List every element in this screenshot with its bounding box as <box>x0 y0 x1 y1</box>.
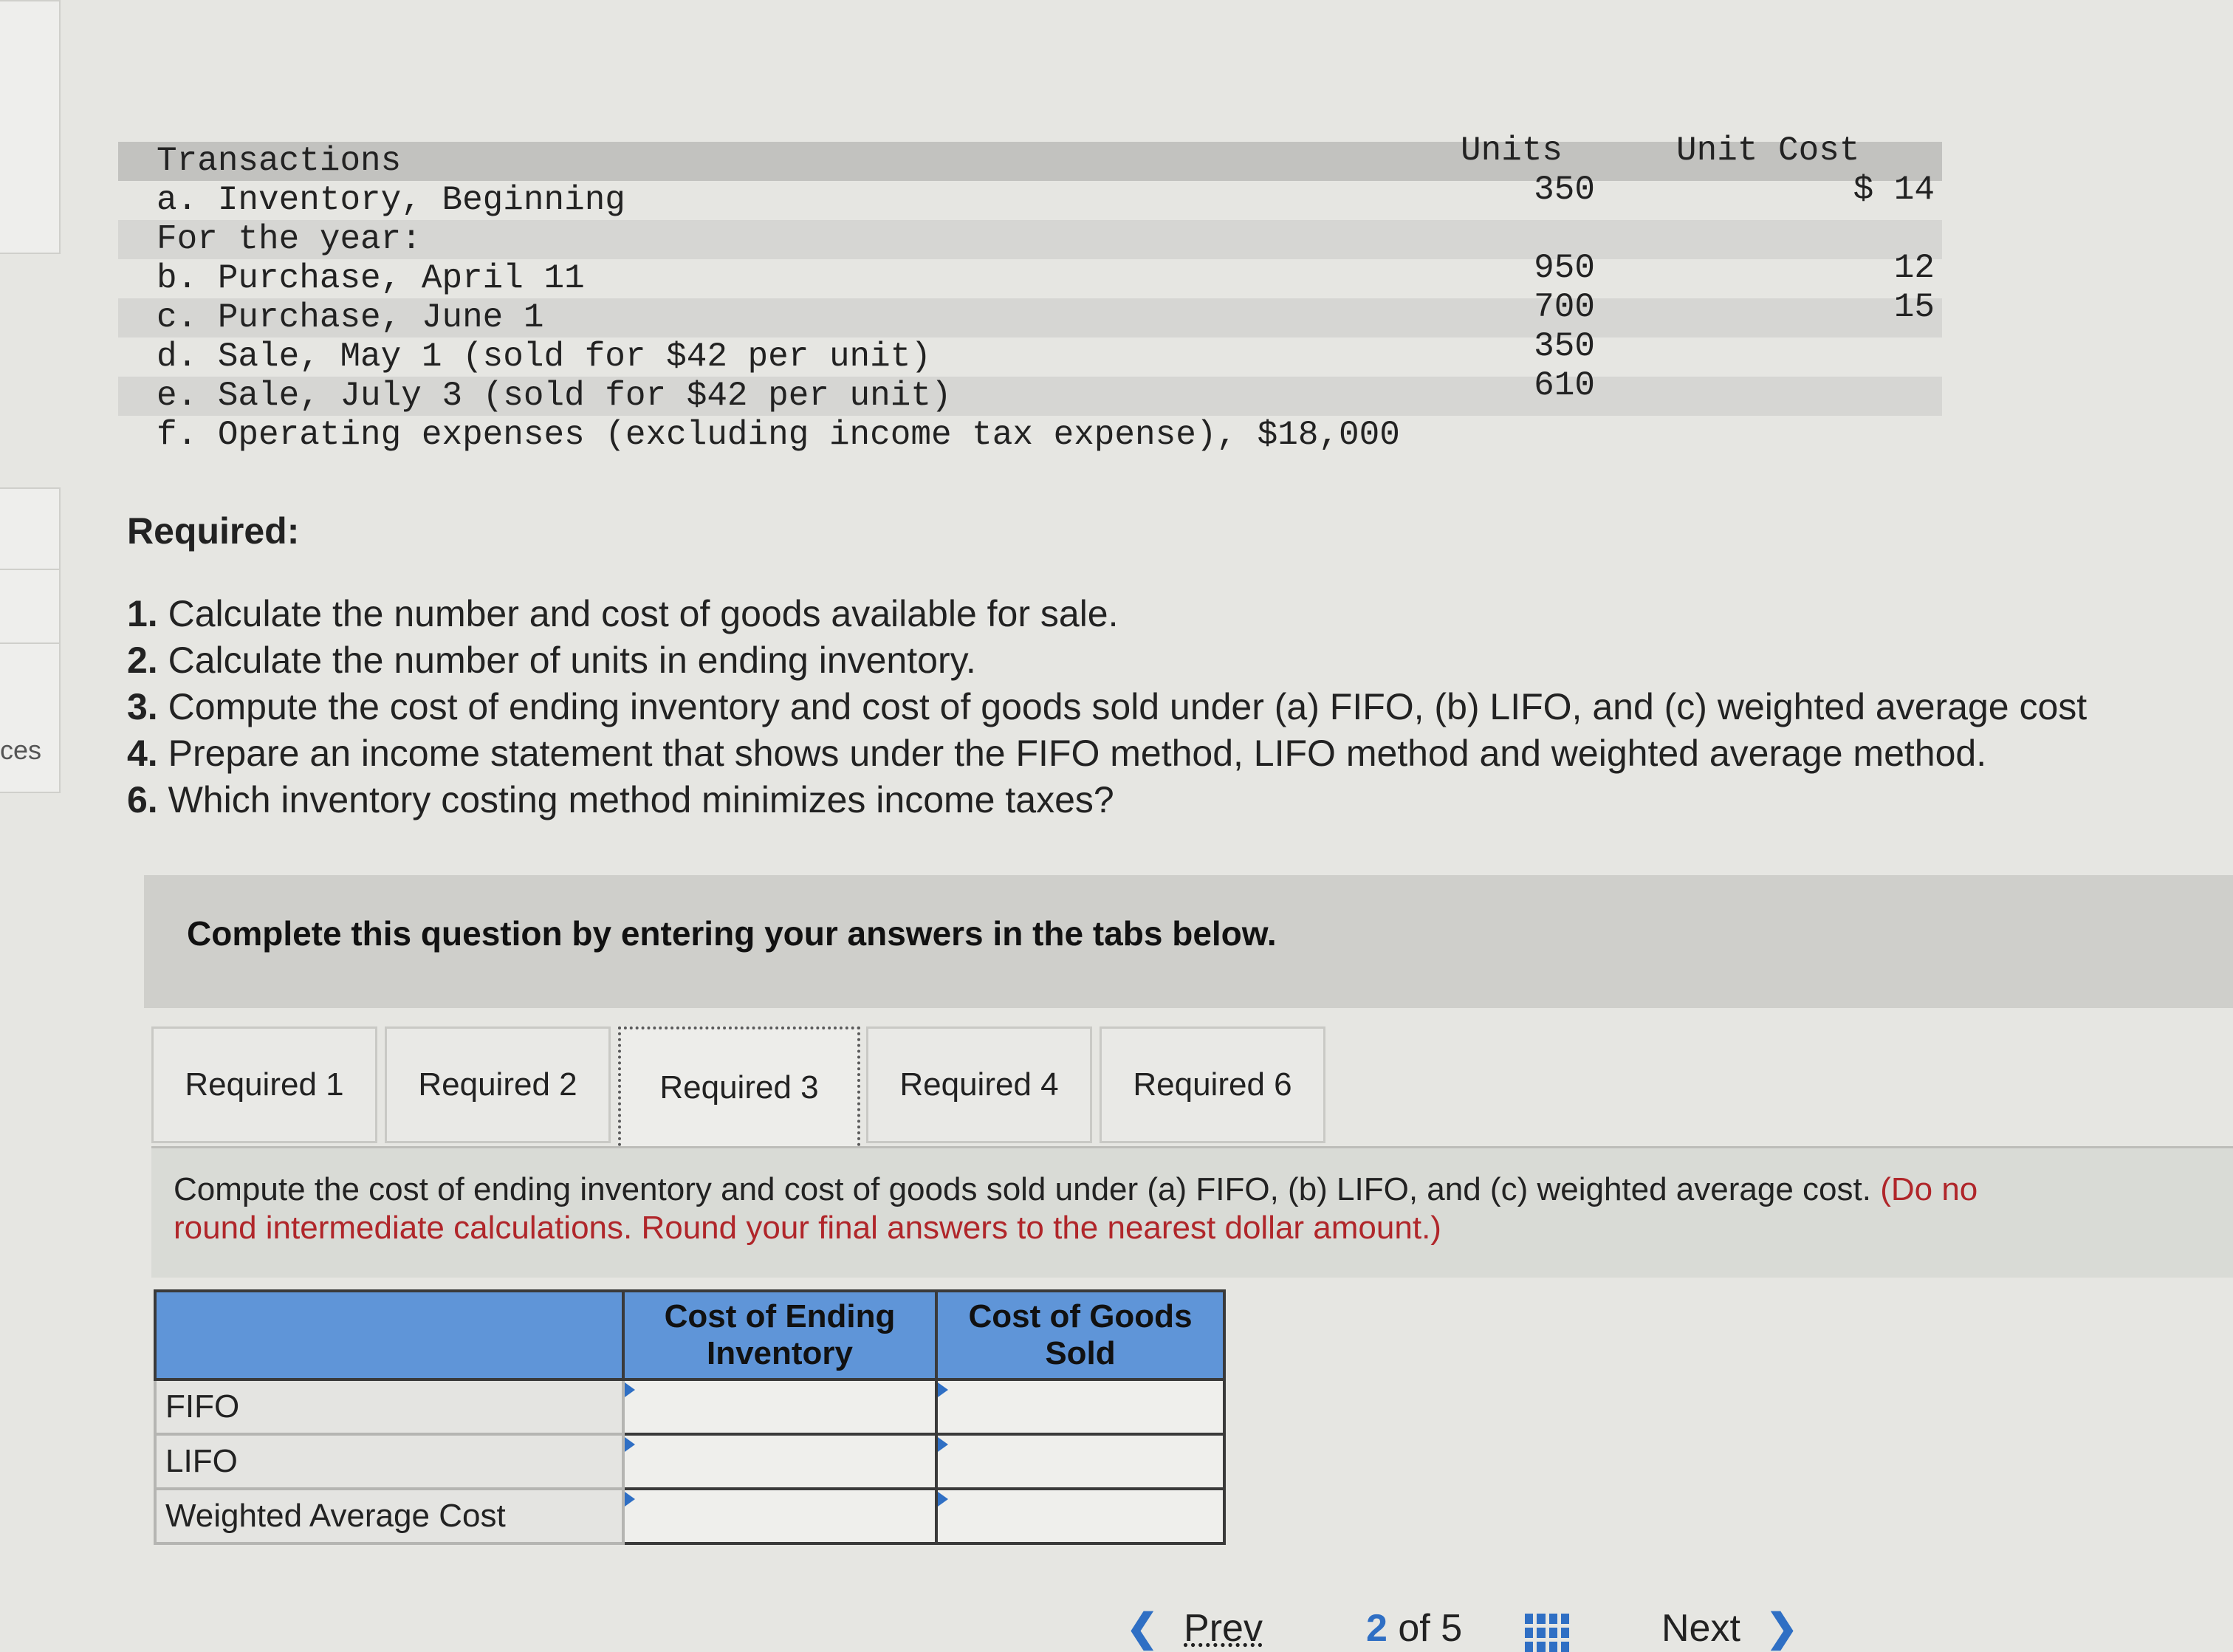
fifo-cogs-input[interactable] <box>936 1379 1224 1434</box>
prev-button[interactable] <box>1126 1606 1263 1651</box>
units-header: Units <box>1461 131 1563 170</box>
required-title: Required: <box>127 510 300 552</box>
lifo-ending-inventory-input[interactable] <box>623 1434 936 1489</box>
transaction-row: f. Operating expenses (excluding income tax expense), $18,000 <box>157 416 1400 454</box>
tab-required-1[interactable]: Required 1 <box>151 1026 377 1143</box>
prompt-text: Compute the cost of ending inventory and cost of goods sold under (a) FIFO, (b) LIFO, and (c) weighted average cost. (Do no round intermediate calculations. Round your final answers to the nearest dollar amount.) <box>174 1171 1978 1246</box>
list-item: 3. Compute the cost of ending inventory and cost of goods sold under (a) FIFO, (b) LIFO, and (c) weighted average cost <box>127 686 2088 727</box>
next-button[interactable] <box>1661 1606 1798 1651</box>
tab-required-3[interactable]: Required 3 <box>618 1026 860 1146</box>
row-label-lifo: LIFO <box>155 1434 623 1489</box>
instruction-text: Complete this question by entering your answers in the tabs below. <box>187 914 1277 953</box>
table-row <box>155 1489 1224 1543</box>
column-header-cogs: Cost of Goods Sold <box>936 1291 1224 1379</box>
transaction-row: b. Purchase, April 11 950 12 <box>157 249 1935 298</box>
question-prompt <box>151 1148 2233 1278</box>
transaction-row: a. Inventory, Beginning 350 $ 14 <box>157 171 1935 219</box>
corner-header <box>155 1291 623 1379</box>
list-item: 4. Prepare an income statement that shows under the FIFO method, LIFO method and weighted average method. <box>127 733 1987 774</box>
sidebar-panel-item[interactable] <box>0 642 61 793</box>
unit-cost-header: Unit Cost <box>1676 131 1860 170</box>
answer-table <box>154 1289 1226 1545</box>
sidebar-cut-label: ces <box>0 735 42 765</box>
list-item: 6. Which inventory costing method minimizes income taxes? <box>127 779 1114 820</box>
sidebar-panel-top <box>0 0 61 254</box>
transaction-row: For the year: <box>118 220 1942 259</box>
tab-required-4[interactable]: Required 4 <box>866 1026 1092 1143</box>
row-label-weighted-average: Weighted Average Cost <box>155 1489 623 1543</box>
transactions-table <box>118 131 1942 455</box>
row-label-fifo: FIFO <box>155 1379 623 1434</box>
chevron-left-icon: ❮ <box>1126 1607 1159 1650</box>
fifo-ending-inventory-input[interactable] <box>623 1379 936 1434</box>
column-header-ending-inventory: Cost of Ending Inventory <box>623 1291 936 1379</box>
table-row <box>155 1379 1224 1434</box>
next-label: Next <box>1661 1607 1740 1650</box>
transaction-row: c. Purchase, June 1 700 15 <box>118 298 1942 337</box>
sidebar-panel-low <box>0 569 61 645</box>
transactions-header: Transactions <box>157 142 402 180</box>
transaction-row: e. Sale, July 3 (sold for $42 per unit) 610 <box>118 377 1942 416</box>
transaction-row: d. Sale, May 1 (sold for $42 per unit) 350 <box>157 327 1595 376</box>
transactions-header-row <box>118 131 1942 181</box>
tab-required-6[interactable]: Required 6 <box>1100 1026 1325 1143</box>
weighted-cogs-input[interactable] <box>936 1489 1224 1543</box>
sidebar-panel-mid <box>0 487 61 572</box>
tab-required-2[interactable]: Required 2 <box>385 1026 611 1143</box>
table-row <box>155 1434 1224 1489</box>
chevron-right-icon: ❯ <box>1766 1607 1798 1650</box>
list-item: 2. Calculate the number of units in ending inventory. <box>127 640 976 681</box>
instruction-banner <box>144 875 2233 1008</box>
question-grid-icon[interactable] <box>1525 1614 1569 1652</box>
page-indicator: 2 of 5 <box>1366 1607 1463 1650</box>
lifo-cogs-input[interactable] <box>936 1434 1224 1489</box>
weighted-ending-inventory-input[interactable] <box>623 1489 936 1543</box>
list-item: 1. Calculate the number and cost of goods available for sale. <box>127 593 1119 634</box>
prev-label: Prev <box>1184 1607 1263 1650</box>
required-list <box>127 591 2087 823</box>
